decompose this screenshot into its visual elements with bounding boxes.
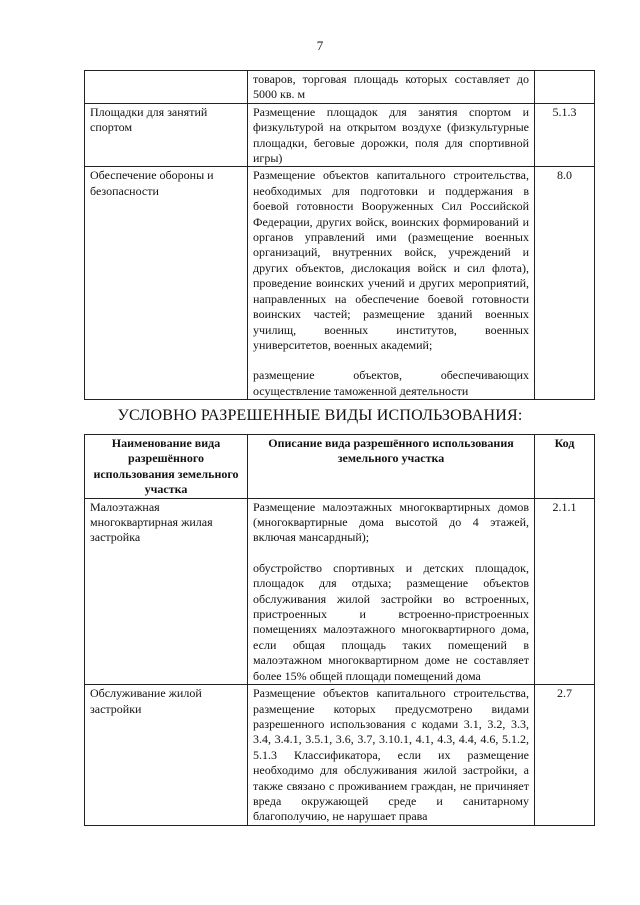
use-code-cell: 5.1.3 [535,103,595,167]
use-code-cell: 8.0 [535,167,595,400]
use-description-cell: товаров, торговая площадь которых составляет до 5000 кв. м [248,71,535,104]
table-row [85,71,595,104]
header-name: Наименование вида разрешённого использования земельного участка [85,435,248,499]
use-description-cell: Размещение малоэтажных многоквартирных домов (многоквартирные дома высотой до 4 этажей, включая мансардный); обустройство спортивных и детских площадок, площадок для отдыха; размещение объектов обслуживания жилой застройки во встроенных, пристроенных и встроенно-пристроенных помещениях малоэтажного многоквартирного дома, если общая площадь таких помещений в малоэтажном многоквартирном доме не составляет более 15% общей площади помещений дома [248,498,535,684]
page-number: 7 [316,38,324,53]
table-row [85,498,595,684]
conditional-uses-table [84,434,595,826]
use-code-cell: 2.7 [535,685,595,826]
use-name-cell: Обслуживание жилой застройки [85,685,248,826]
table-row [85,167,595,400]
use-description-cell: Размещение объектов капитального строительства, необходимых для подготовки и поддержания в боевой готовности Вооруженных Сил Российской Федерации, других войск, воинских формирований и органов управлений ими (размещение военных организаций, внутренних войск, учреждений и других объектов, дислокация войск и сил флота), проведение воинских учений и других мероприятий, направленных на обеспечение боевой готовности воинских частей; размещение зданий военных училищ, военных институтов, военных университетов, военных академий; размещение объектов, обеспечивающих осуществление таможенной деятельности [248,167,535,400]
table-header-row [85,435,595,499]
use-code-cell [535,71,595,104]
use-description-cell: Размещение площадок для занятия спортом и физкультурой на открытом воздухе (физкультурные площадки, беговые дорожки, поля для спортивной игры) [248,103,535,167]
header-description: Описание вида разрешённого использования земельного участка [248,435,535,499]
use-code-cell: 2.1.1 [535,498,595,684]
table-row [85,103,595,167]
permitted-uses-table [84,70,595,400]
use-description-cell: Размещение объектов капитального строительства, размещение которых предусмотрено видами разрешенного использования с кодами 3.1, 3.2, 3.3, 3.4, 3.4.1, 3.5.1, 3.6, 3.7, 3.10.1, 4.1, 4.3, 4.4, 4.6, 5.1.2, 5.1.3 Классификатора, если их размещение необходимо для обслуживания жилой застройки, а также связано с проживанием граждан, не причиняет вреда окружающей среде и санитарному благополучию, не нарушает права [248,685,535,826]
use-name-cell: Площадки для занятий спортом [85,103,248,167]
use-name-cell: Малоэтажная многоквартирная жилая застройка [85,498,248,684]
use-name-cell: Обеспечение обороны и безопасности [85,167,248,400]
table-row [85,685,595,826]
section-heading: УСЛОВНО РАЗРЕШЕННЫЕ ВИДЫ ИСПОЛЬЗОВАНИЯ: [117,407,523,424]
header-code: Код [535,435,595,499]
use-name-cell [85,71,248,104]
